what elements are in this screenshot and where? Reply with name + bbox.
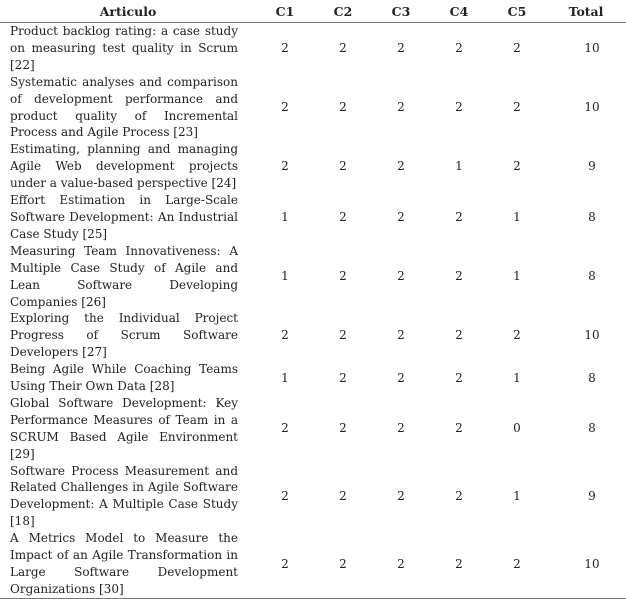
- score-total: 10: [584, 100, 600, 115]
- article-title: Software Process Measurement and Related Challenges in Agile Software Development: A Multiple Case Study [18]: [10, 463, 238, 529]
- score-c5: 1: [513, 269, 521, 284]
- score-c1: 1: [281, 370, 289, 385]
- score-c2: 2: [339, 488, 347, 503]
- score-c5: 2: [488, 530, 546, 598]
- score-c1: 2: [281, 100, 289, 115]
- score-c2: 2: [339, 209, 347, 224]
- score-c4: 1: [455, 159, 463, 174]
- score-c2: 2: [339, 370, 347, 385]
- header-c1: C1: [256, 0, 314, 23]
- score-c5: 1: [513, 488, 521, 503]
- score-c1: 1: [281, 269, 289, 284]
- score-c5: 1: [513, 370, 521, 385]
- score-c5: 2: [513, 40, 521, 55]
- score-c2: 2: [339, 100, 347, 115]
- score-total: 8: [588, 269, 596, 284]
- score-c2: 2: [339, 269, 347, 284]
- score-total: 9: [588, 488, 596, 503]
- score-total: 8: [588, 370, 596, 385]
- score-c1: 2: [281, 421, 289, 436]
- score-c3: 2: [397, 159, 405, 174]
- article-title: Exploring the Individual Project Progress of Scrum Software Developers [27]: [10, 311, 238, 360]
- score-c1: 2: [281, 159, 289, 174]
- score-total: 9: [588, 159, 596, 174]
- score-c2: 2: [339, 421, 347, 436]
- table-row: [0, 463, 626, 531]
- table-row: [0, 23, 626, 74]
- score-c1: 2: [281, 488, 289, 503]
- table-row: [0, 395, 626, 463]
- article-title: Being Agile While Coaching Teams Using Their Own Data [28]: [10, 362, 238, 394]
- header-c5: C5: [488, 0, 546, 23]
- score-total: 10: [546, 530, 626, 598]
- score-c3: 2: [397, 488, 405, 503]
- article-title: Effort Estimation in Large-Scale Software Development: An Industrial Case Study [25]: [10, 193, 238, 241]
- score-c4: 2: [455, 209, 463, 224]
- header-total: Total: [546, 0, 626, 23]
- article-title: A Metrics Model to Measure the Impact of an Agile Transformation in Large Software Development Organizations [30]: [0, 530, 256, 598]
- table-row: [0, 192, 626, 243]
- score-c3: 2: [372, 530, 430, 598]
- score-c1: 1: [281, 209, 289, 224]
- header-c3: C3: [372, 0, 430, 23]
- score-c4: 2: [455, 328, 463, 343]
- score-c3: 2: [397, 209, 405, 224]
- header-row: [0, 0, 626, 23]
- header-c2: C2: [314, 0, 372, 23]
- article-title: Global Software Development: Key Performance Measures of Team in a SCRUM Based Agile Environment [29]: [10, 395, 238, 461]
- article-title: Product backlog rating: a case study on measuring test quality in Scrum [22]: [10, 24, 238, 72]
- score-c5: 2: [513, 328, 521, 343]
- score-total: 8: [588, 421, 596, 436]
- score-c2: 2: [339, 40, 347, 55]
- score-c5: 2: [513, 159, 521, 174]
- table-row: [0, 141, 626, 192]
- score-c5: 2: [513, 100, 521, 115]
- score-c3: 2: [397, 421, 405, 436]
- score-c4: 2: [455, 100, 463, 115]
- score-c3: 2: [397, 40, 405, 55]
- score-total: 10: [584, 40, 600, 55]
- score-c1: 2: [281, 328, 289, 343]
- table-row: [0, 310, 626, 361]
- table-row: [0, 74, 626, 142]
- score-total: 10: [584, 328, 600, 343]
- score-c1: 2: [281, 40, 289, 55]
- score-c3: 2: [397, 328, 405, 343]
- score-c2: 2: [339, 159, 347, 174]
- header-c4: C4: [430, 0, 488, 23]
- score-c4: 2: [455, 269, 463, 284]
- score-c3: 2: [397, 370, 405, 385]
- score-c4: 2: [455, 40, 463, 55]
- score-c4: 2: [430, 530, 488, 598]
- table-row: [0, 361, 626, 395]
- header-articulo: Articulo: [0, 0, 256, 23]
- score-c3: 2: [397, 269, 405, 284]
- score-c4: 2: [455, 488, 463, 503]
- score-c5: 1: [513, 209, 521, 224]
- score-c4: 2: [455, 370, 463, 385]
- score-c2: 2: [314, 530, 372, 598]
- score-c2: 2: [339, 328, 347, 343]
- article-title: Estimating, planning and managing Agile Web development projects under a value-based perspective [24]: [10, 142, 238, 191]
- score-c5: 0: [513, 421, 521, 436]
- score-c1: 2: [256, 530, 314, 598]
- score-c4: 2: [455, 421, 463, 436]
- article-title: Measuring Team Innovativeness: A Multiple Case Study of Agile and Lean Software Developing Companies [26]: [10, 243, 238, 309]
- table-row: [0, 530, 626, 598]
- score-c3: 2: [397, 100, 405, 115]
- table-row: [0, 243, 626, 311]
- score-total: 8: [588, 209, 596, 224]
- article-title: Systematic analyses and comparison of development performance and product quality of Incremental Process and Agile Process [23]: [10, 74, 238, 140]
